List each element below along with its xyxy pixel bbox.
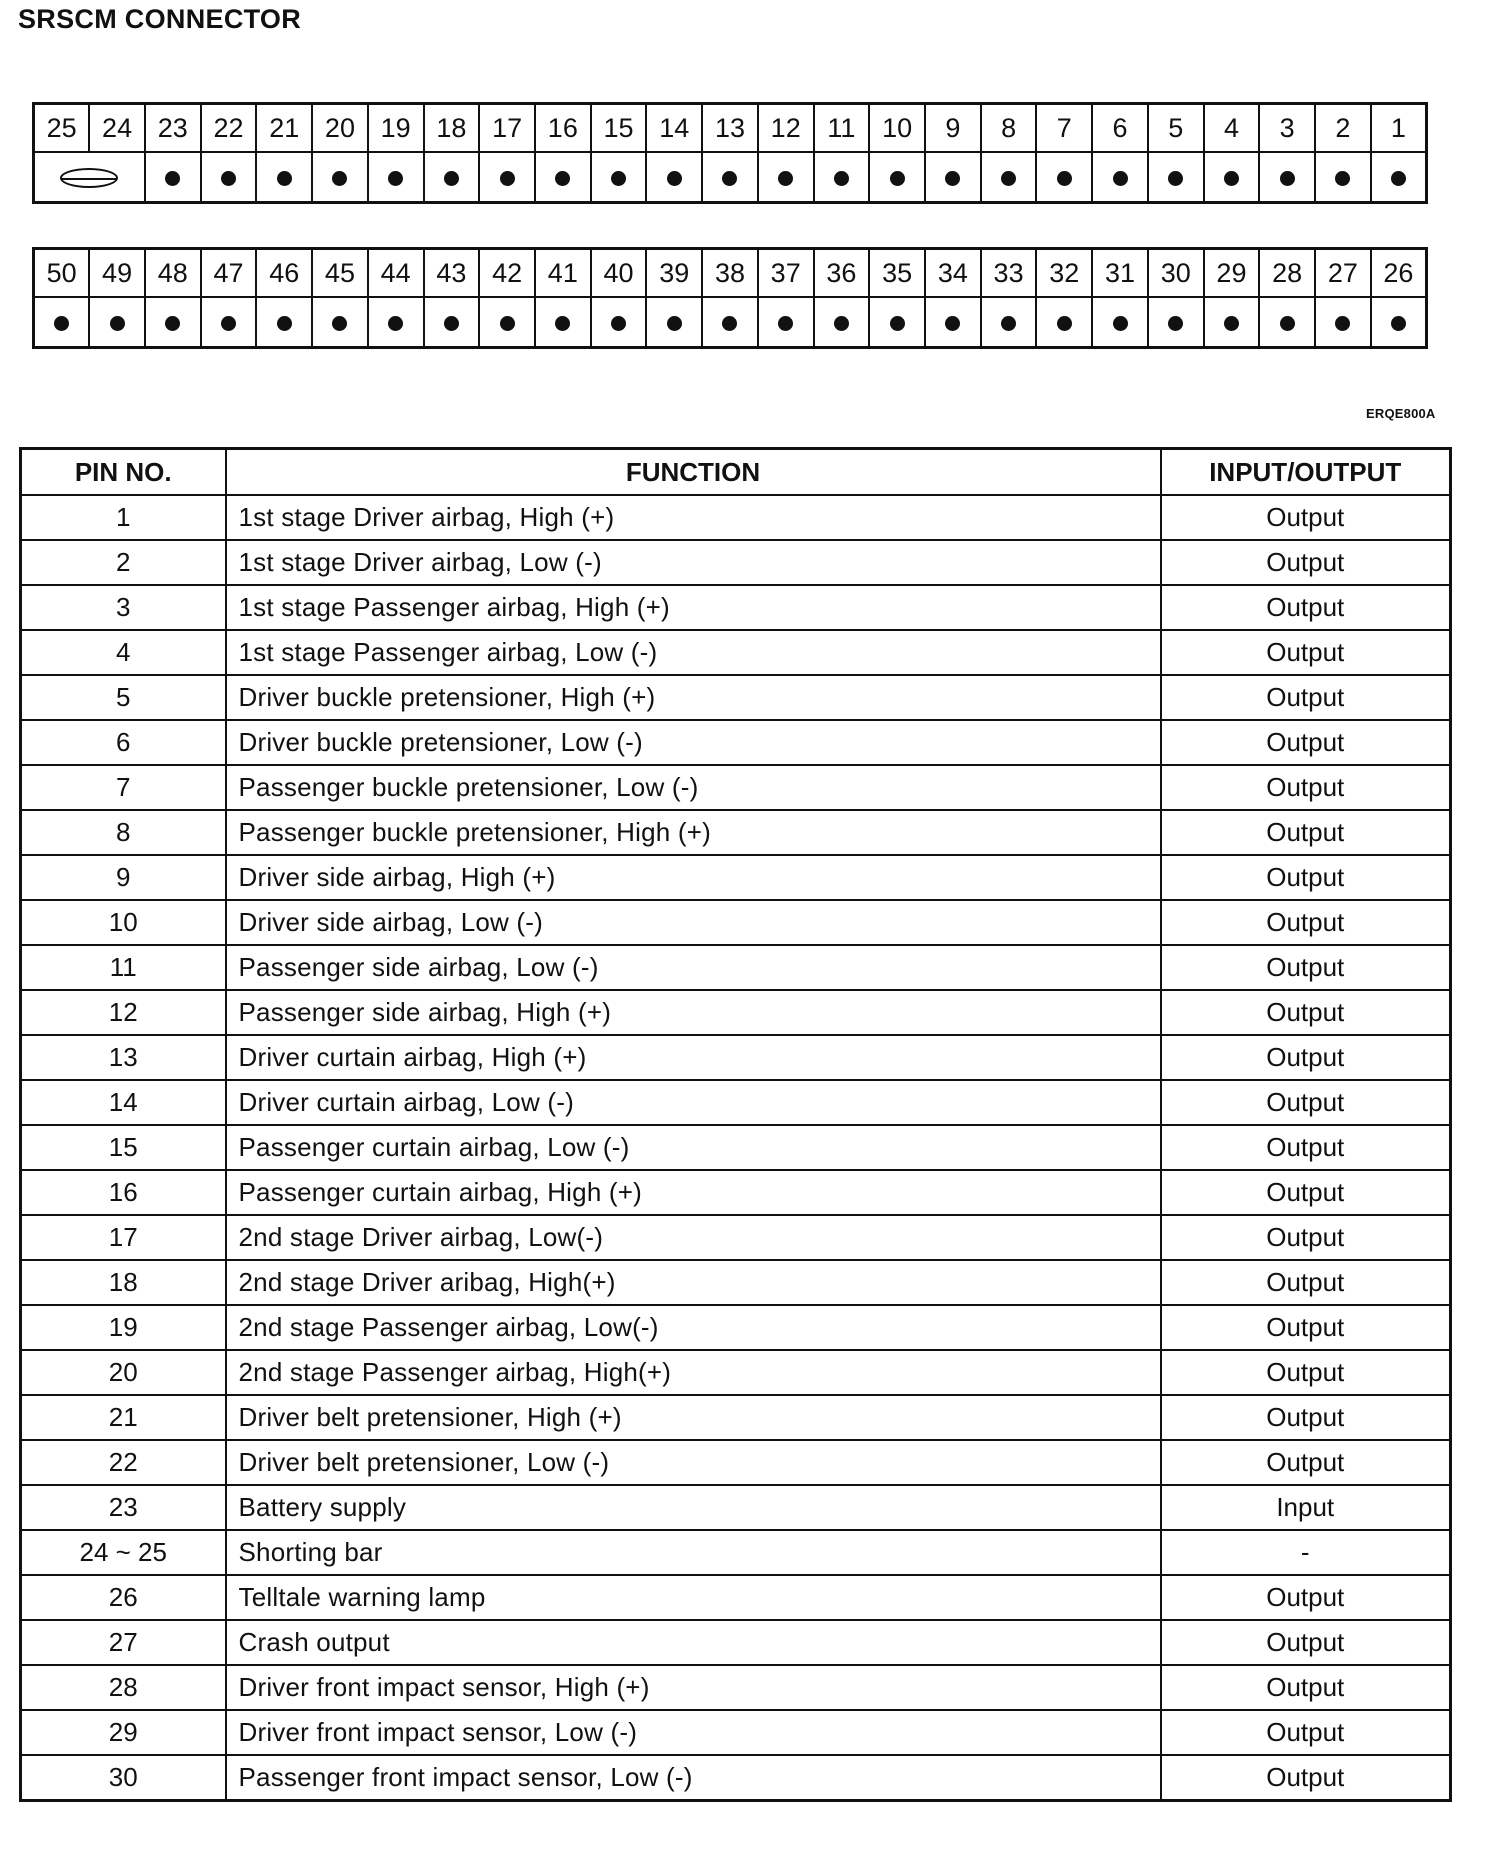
- pin-dot-icon: [890, 316, 905, 331]
- function-cell: 1st stage Passenger airbag, Low (-): [226, 630, 1161, 675]
- function-cell: Driver buckle pretensioner, High (+): [226, 675, 1161, 720]
- pin-no-cell: 16: [21, 1170, 226, 1215]
- pin-terminal-47: [201, 297, 257, 348]
- pin-dot-icon: [778, 316, 793, 331]
- pin-no-cell: 6: [21, 720, 226, 765]
- pin-terminal-23: [145, 152, 201, 203]
- table-row: [21, 675, 1451, 720]
- pin-number-50: 50: [34, 249, 90, 298]
- pin-dot-icon: [1224, 316, 1239, 331]
- pin-dot-icon: [1001, 316, 1016, 331]
- input-output-cell: Output: [1161, 855, 1451, 900]
- pin-no-cell: 1: [21, 495, 226, 540]
- pin-terminal-36: [814, 297, 870, 348]
- table-row: [21, 765, 1451, 810]
- function-cell: Driver side airbag, Low (-): [226, 900, 1161, 945]
- pin-number-33: 33: [981, 249, 1037, 298]
- pin-no-cell: 21: [21, 1395, 226, 1440]
- function-cell: Driver belt pretensioner, Low (-): [226, 1440, 1161, 1485]
- pin-dot-icon: [54, 316, 69, 331]
- pin-no-cell: 13: [21, 1035, 226, 1080]
- input-output-cell: Output: [1161, 945, 1451, 990]
- pin-terminal-38: [702, 297, 758, 348]
- pin-terminal-33: [981, 297, 1037, 348]
- pin-dot-icon: [165, 171, 180, 186]
- pin-dot-icon: [332, 171, 347, 186]
- pin-terminal-5: [1148, 152, 1204, 203]
- pin-no-cell: 27: [21, 1620, 226, 1665]
- pin-number-13: 13: [702, 104, 758, 153]
- pin-dot-icon: [1280, 316, 1295, 331]
- table-row: [21, 495, 1451, 540]
- input-output-cell: Output: [1161, 1080, 1451, 1125]
- function-cell: 2nd stage Passenger airbag, High(+): [226, 1350, 1161, 1395]
- function-cell: Shorting bar: [226, 1530, 1161, 1575]
- function-cell: Driver curtain airbag, Low (-): [226, 1080, 1161, 1125]
- function-cell: Passenger buckle pretensioner, High (+): [226, 810, 1161, 855]
- pin-dot-icon: [555, 316, 570, 331]
- input-output-cell: Output: [1161, 1665, 1451, 1710]
- pin-no-cell: 29: [21, 1710, 226, 1755]
- pin-no-cell: 19: [21, 1305, 226, 1350]
- header-input-output: INPUT/OUTPUT: [1161, 449, 1451, 496]
- input-output-cell: Output: [1161, 1035, 1451, 1080]
- pin-number-42: 42: [479, 249, 535, 298]
- function-cell: Battery supply: [226, 1485, 1161, 1530]
- pin-number-7: 7: [1036, 104, 1092, 153]
- pin-terminal-37: [758, 297, 814, 348]
- table-row: [21, 1620, 1451, 1665]
- pin-terminal-3: [1259, 152, 1315, 203]
- pin-terminal-50: [34, 297, 90, 348]
- pin-terminal-12: [758, 152, 814, 203]
- pin-terminal-18: [424, 152, 480, 203]
- pin-number-25: 25: [34, 104, 90, 153]
- function-cell: 2nd stage Passenger airbag, Low(-): [226, 1305, 1161, 1350]
- pin-number-44: 44: [368, 249, 424, 298]
- table-row: [21, 585, 1451, 630]
- function-cell: Driver belt pretensioner, High (+): [226, 1395, 1161, 1440]
- pin-no-cell: 20: [21, 1350, 226, 1395]
- pin-terminal-21: [256, 152, 312, 203]
- pin-no-cell: 26: [21, 1575, 226, 1620]
- input-output-cell: Input: [1161, 1485, 1451, 1530]
- input-output-cell: Output: [1161, 1125, 1451, 1170]
- pin-dot-icon: [500, 316, 515, 331]
- function-cell: 1st stage Driver airbag, Low (-): [226, 540, 1161, 585]
- input-output-cell: Output: [1161, 990, 1451, 1035]
- pin-terminal-42: [479, 297, 535, 348]
- table-row: [21, 990, 1451, 1035]
- input-output-cell: Output: [1161, 1215, 1451, 1260]
- connector-row-lower: [32, 247, 1428, 349]
- pin-terminal-40: [591, 297, 647, 348]
- pin-dot-icon: [388, 171, 403, 186]
- pin-terminal-30: [1148, 297, 1204, 348]
- input-output-cell: Output: [1161, 1575, 1451, 1620]
- pin-dot-icon: [110, 316, 125, 331]
- pin-number-23: 23: [145, 104, 201, 153]
- pin-number-6: 6: [1092, 104, 1148, 153]
- pin-dot-icon: [388, 316, 403, 331]
- pin-number-11: 11: [814, 104, 870, 153]
- pin-number-9: 9: [925, 104, 981, 153]
- pin-number-47: 47: [201, 249, 257, 298]
- pin-number-31: 31: [1092, 249, 1148, 298]
- pin-number-4: 4: [1204, 104, 1260, 153]
- pin-terminal-7: [1036, 152, 1092, 203]
- pin-number-1: 1: [1371, 104, 1427, 153]
- pin-dot-icon: [611, 171, 626, 186]
- pin-terminal-1: [1371, 152, 1427, 203]
- table-row: [21, 1440, 1451, 1485]
- shorting-bar-icon-shape: [60, 168, 118, 188]
- table-row: [21, 1080, 1451, 1125]
- pin-number-46: 46: [256, 249, 312, 298]
- pin-dot-icon: [555, 171, 570, 186]
- pin-terminal-35: [869, 297, 925, 348]
- pin-no-cell: 10: [21, 900, 226, 945]
- pin-dot-icon: [1335, 316, 1350, 331]
- pin-number-12: 12: [758, 104, 814, 153]
- pin-terminal-29: [1204, 297, 1260, 348]
- table-row: [21, 1170, 1451, 1215]
- function-cell: Passenger side airbag, High (+): [226, 990, 1161, 1035]
- pin-number-38: 38: [702, 249, 758, 298]
- pin-terminal-2: [1315, 152, 1371, 203]
- pin-dot-icon: [500, 171, 515, 186]
- function-cell: Telltale warning lamp: [226, 1575, 1161, 1620]
- function-cell: Driver side airbag, High (+): [226, 855, 1161, 900]
- pin-terminal-4: [1204, 152, 1260, 203]
- pin-dot-icon: [221, 171, 236, 186]
- pin-number-32: 32: [1036, 249, 1092, 298]
- table-row: [21, 1755, 1451, 1801]
- pin-dot-icon: [834, 316, 849, 331]
- pin-dot-icon: [945, 171, 960, 186]
- pin-dot-icon: [332, 316, 347, 331]
- pin-number-37: 37: [758, 249, 814, 298]
- shorting-bar-icon: [34, 152, 145, 203]
- function-cell: 1st stage Passenger airbag, High (+): [226, 585, 1161, 630]
- input-output-cell: Output: [1161, 1755, 1451, 1801]
- pin-terminal-44: [368, 297, 424, 348]
- input-output-cell: Output: [1161, 1710, 1451, 1755]
- pin-number-10: 10: [869, 104, 925, 153]
- pin-terminal-34: [925, 297, 981, 348]
- input-output-cell: Output: [1161, 720, 1451, 765]
- pin-dot-icon: [945, 316, 960, 331]
- pin-no-cell: 11: [21, 945, 226, 990]
- pin-dot-icon: [277, 171, 292, 186]
- table-row: [21, 540, 1451, 585]
- pin-number-43: 43: [424, 249, 480, 298]
- pin-no-cell: 15: [21, 1125, 226, 1170]
- pin-no-cell: 2: [21, 540, 226, 585]
- pin-dot-icon: [1057, 171, 1072, 186]
- pin-number-20: 20: [312, 104, 368, 153]
- table-row: [21, 855, 1451, 900]
- pin-dot-icon: [722, 171, 737, 186]
- function-cell: Driver front impact sensor, Low (-): [226, 1710, 1161, 1755]
- pin-function-table: [19, 447, 1452, 1802]
- pin-number-39: 39: [646, 249, 702, 298]
- pin-number-45: 45: [312, 249, 368, 298]
- input-output-cell: Output: [1161, 1395, 1451, 1440]
- pin-number-16: 16: [535, 104, 591, 153]
- pin-terminal-14: [646, 152, 702, 203]
- table-row: [21, 1710, 1451, 1755]
- function-cell: Passenger curtain airbag, Low (-): [226, 1125, 1161, 1170]
- pin-dot-icon: [1168, 316, 1183, 331]
- pin-terminal-13: [702, 152, 758, 203]
- table-row: [21, 1665, 1451, 1710]
- table-row: [21, 900, 1451, 945]
- table-row: [21, 720, 1451, 765]
- table-row: [21, 1125, 1451, 1170]
- pin-dot-icon: [1280, 171, 1295, 186]
- pin-number-5: 5: [1148, 104, 1204, 153]
- input-output-cell: Output: [1161, 540, 1451, 585]
- pin-terminal-41: [535, 297, 591, 348]
- pin-number-34: 34: [925, 249, 981, 298]
- table-row: [21, 810, 1451, 855]
- pin-dot-icon: [834, 171, 849, 186]
- table-row: [21, 1575, 1451, 1620]
- pin-no-cell: 23: [21, 1485, 226, 1530]
- pin-terminal-10: [869, 152, 925, 203]
- pin-dot-icon: [722, 316, 737, 331]
- pin-terminal-6: [1092, 152, 1148, 203]
- pin-terminal-45: [312, 297, 368, 348]
- function-cell: 2nd stage Driver airbag, Low(-): [226, 1215, 1161, 1260]
- function-cell: Driver curtain airbag, High (+): [226, 1035, 1161, 1080]
- pin-number-19: 19: [368, 104, 424, 153]
- pin-terminal-11: [814, 152, 870, 203]
- table-row: [21, 1215, 1451, 1260]
- pin-terminal-8: [981, 152, 1037, 203]
- pin-terminal-15: [591, 152, 647, 203]
- pin-no-cell: 24 ~ 25: [21, 1530, 226, 1575]
- pin-no-cell: 12: [21, 990, 226, 1035]
- pin-dot-icon: [1001, 171, 1016, 186]
- pin-number-24: 24: [89, 104, 145, 153]
- pin-number-30: 30: [1148, 249, 1204, 298]
- pin-number-15: 15: [591, 104, 647, 153]
- pin-dot-icon: [277, 316, 292, 331]
- function-cell: Passenger curtain airbag, High (+): [226, 1170, 1161, 1215]
- pin-no-cell: 3: [21, 585, 226, 630]
- input-output-cell: Output: [1161, 585, 1451, 630]
- input-output-cell: Output: [1161, 630, 1451, 675]
- function-cell: Driver front impact sensor, High (+): [226, 1665, 1161, 1710]
- pin-dot-icon: [444, 316, 459, 331]
- pin-terminal-20: [312, 152, 368, 203]
- pin-number-41: 41: [535, 249, 591, 298]
- input-output-cell: Output: [1161, 1170, 1451, 1215]
- pin-terminal-17: [479, 152, 535, 203]
- pin-terminal-26: [1371, 297, 1427, 348]
- table-row: [21, 1395, 1451, 1440]
- pin-number-35: 35: [869, 249, 925, 298]
- pin-dot-icon: [890, 171, 905, 186]
- pin-no-cell: 14: [21, 1080, 226, 1125]
- pin-dot-icon: [1113, 171, 1128, 186]
- function-cell: Passenger front impact sensor, Low (-): [226, 1755, 1161, 1801]
- pin-number-36: 36: [814, 249, 870, 298]
- pin-number-3: 3: [1259, 104, 1315, 153]
- input-output-cell: Output: [1161, 900, 1451, 945]
- pin-number-18: 18: [424, 104, 480, 153]
- pin-number-28: 28: [1259, 249, 1315, 298]
- pin-dot-icon: [667, 316, 682, 331]
- pin-no-cell: 4: [21, 630, 226, 675]
- pin-number-2: 2: [1315, 104, 1371, 153]
- image-code: ERQE800A: [1366, 406, 1436, 421]
- pin-dot-icon: [1113, 316, 1128, 331]
- pin-dot-icon: [1391, 171, 1406, 186]
- pin-number-22: 22: [201, 104, 257, 153]
- connector-row-upper: [32, 102, 1428, 204]
- pin-terminal-28: [1259, 297, 1315, 348]
- pin-no-cell: 28: [21, 1665, 226, 1710]
- pin-dot-icon: [221, 316, 236, 331]
- input-output-cell: Output: [1161, 675, 1451, 720]
- pin-terminal-16: [535, 152, 591, 203]
- table-row: [21, 1530, 1451, 1575]
- input-output-cell: Output: [1161, 1620, 1451, 1665]
- table-row: [21, 945, 1451, 990]
- pin-dot-icon: [1168, 171, 1183, 186]
- pin-no-cell: 8: [21, 810, 226, 855]
- pin-dot-icon: [667, 171, 682, 186]
- function-cell: Driver buckle pretensioner, Low (-): [226, 720, 1161, 765]
- pin-dot-icon: [1057, 316, 1072, 331]
- pin-dot-icon: [1335, 171, 1350, 186]
- pin-number-17: 17: [479, 104, 535, 153]
- input-output-cell: Output: [1161, 1440, 1451, 1485]
- pin-dot-icon: [444, 171, 459, 186]
- function-cell: 1st stage Driver airbag, High (+): [226, 495, 1161, 540]
- function-cell: 2nd stage Driver aribag, High(+): [226, 1260, 1161, 1305]
- header-function: FUNCTION: [226, 449, 1161, 496]
- pin-dot-icon: [1224, 171, 1239, 186]
- pin-number-29: 29: [1204, 249, 1260, 298]
- pin-terminal-46: [256, 297, 312, 348]
- pin-number-8: 8: [981, 104, 1037, 153]
- pin-number-26: 26: [1371, 249, 1427, 298]
- table-row: [21, 1350, 1451, 1395]
- table-row: [21, 1260, 1451, 1305]
- pin-terminal-32: [1036, 297, 1092, 348]
- pin-terminal-22: [201, 152, 257, 203]
- pin-number-14: 14: [646, 104, 702, 153]
- header-pin-no: PIN NO.: [21, 449, 226, 496]
- pin-no-cell: 5: [21, 675, 226, 720]
- pin-no-cell: 30: [21, 1755, 226, 1801]
- function-cell: Passenger side airbag, Low (-): [226, 945, 1161, 990]
- pin-terminal-43: [424, 297, 480, 348]
- pin-number-27: 27: [1315, 249, 1371, 298]
- pin-number-49: 49: [89, 249, 145, 298]
- input-output-cell: -: [1161, 1530, 1451, 1575]
- pin-number-40: 40: [591, 249, 647, 298]
- pin-no-cell: 9: [21, 855, 226, 900]
- pin-terminal-19: [368, 152, 424, 203]
- function-cell: Passenger buckle pretensioner, Low (-): [226, 765, 1161, 810]
- pin-number-21: 21: [256, 104, 312, 153]
- pin-terminal-49: [89, 297, 145, 348]
- table-row: [21, 1035, 1451, 1080]
- table-row: [21, 1305, 1451, 1350]
- pin-dot-icon: [1391, 316, 1406, 331]
- input-output-cell: Output: [1161, 1260, 1451, 1305]
- pin-terminal-27: [1315, 297, 1371, 348]
- pin-dot-icon: [778, 171, 793, 186]
- table-row: [21, 630, 1451, 675]
- input-output-cell: Output: [1161, 1305, 1451, 1350]
- pin-no-cell: 18: [21, 1260, 226, 1305]
- pin-no-cell: 22: [21, 1440, 226, 1485]
- pin-terminal-48: [145, 297, 201, 348]
- input-output-cell: Output: [1161, 810, 1451, 855]
- table-header-row: [21, 449, 1451, 496]
- function-cell: Crash output: [226, 1620, 1161, 1665]
- pin-number-48: 48: [145, 249, 201, 298]
- pin-dot-icon: [611, 316, 626, 331]
- pin-terminal-31: [1092, 297, 1148, 348]
- pin-no-cell: 17: [21, 1215, 226, 1260]
- table-row: [21, 1485, 1451, 1530]
- pin-terminal-39: [646, 297, 702, 348]
- pin-dot-icon: [165, 316, 180, 331]
- page-title: SRSCM CONNECTOR: [18, 4, 302, 34]
- input-output-cell: Output: [1161, 495, 1451, 540]
- pin-no-cell: 7: [21, 765, 226, 810]
- input-output-cell: Output: [1161, 765, 1451, 810]
- pin-terminal-9: [925, 152, 981, 203]
- input-output-cell: Output: [1161, 1350, 1451, 1395]
